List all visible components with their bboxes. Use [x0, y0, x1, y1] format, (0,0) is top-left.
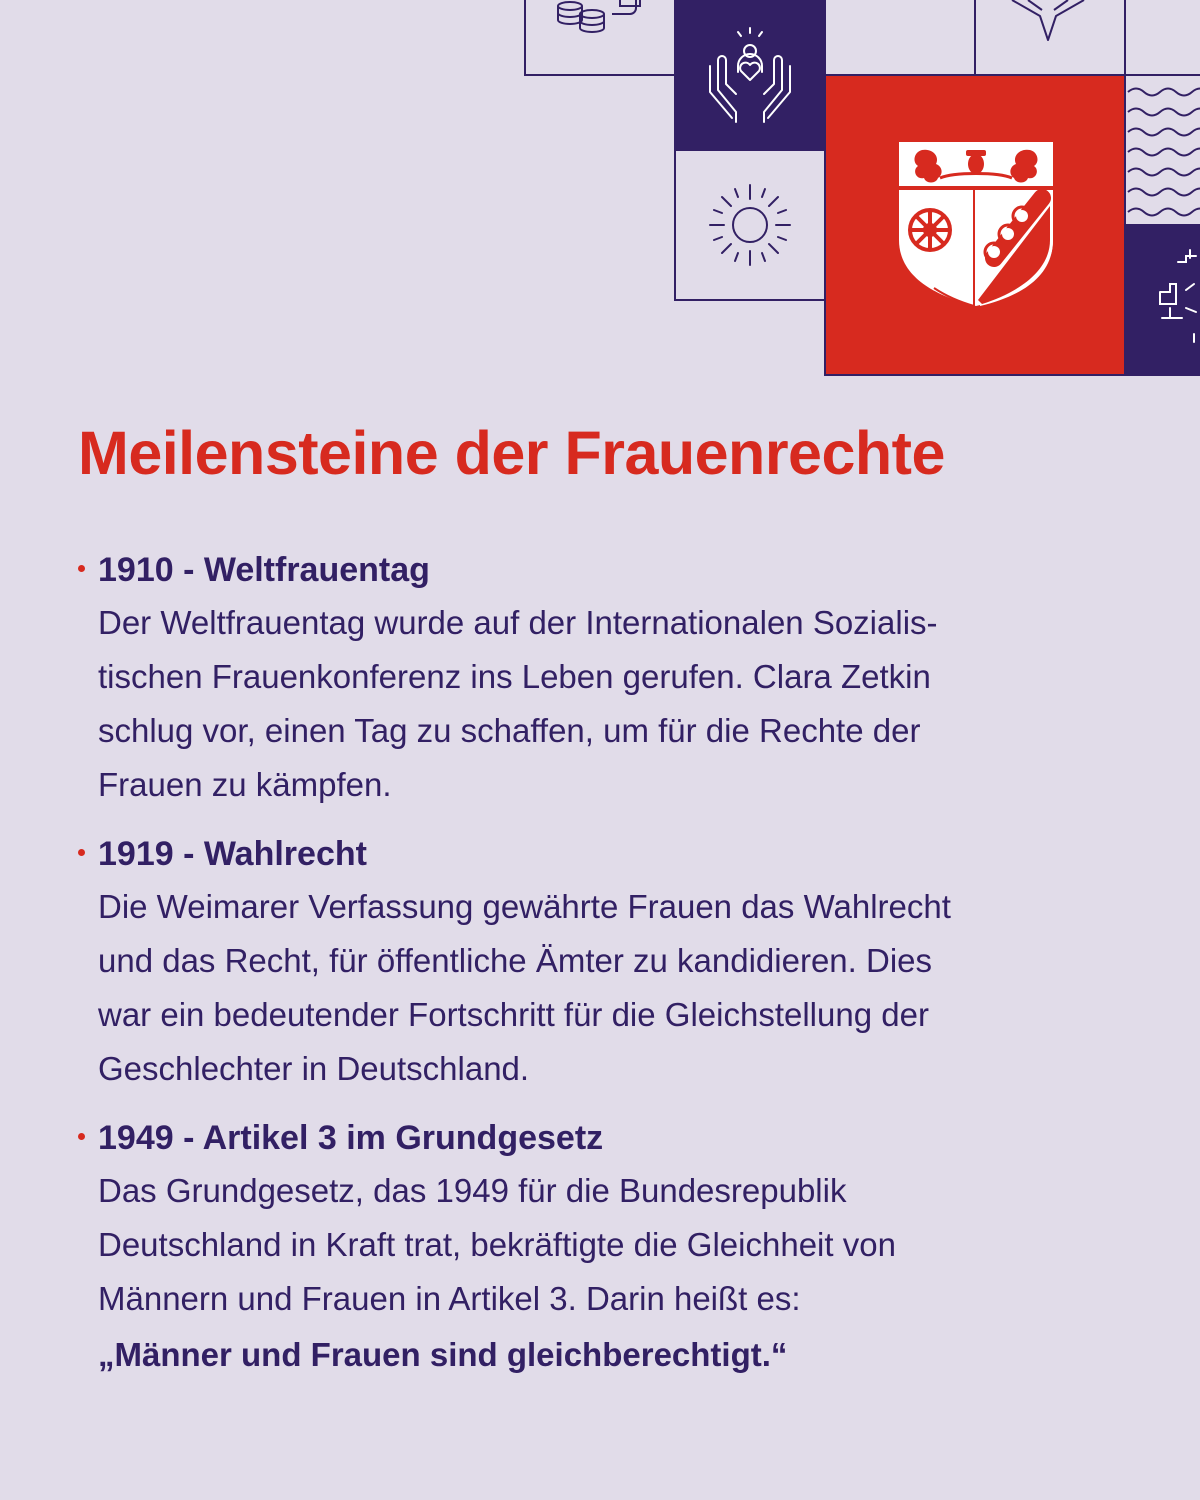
empty-tile: [825, 0, 975, 75]
milestone-text-line: Der Weltfrauentag wurde auf der Internationalen Sozialis-: [98, 604, 938, 641]
milestone-text-line: tischen Frauenkonferenz ins Leben gerufen. Clara Zetkin: [98, 658, 931, 695]
milestone-text-line: und das Recht, für öffentliche Ämter zu kandidieren. Dies: [98, 942, 933, 979]
bullet-icon: [78, 565, 85, 572]
milestone-text-line: Deutschland in Kraft trat, bekräftigte die Gleichheit von: [98, 1226, 896, 1263]
page-title: Meilensteine der Frauenrechte: [78, 419, 945, 487]
waves-icon: [1125, 75, 1200, 225]
milestone-text-line: Geschlechter in Deutschland.: [98, 1050, 530, 1087]
milestone-text-line: Das Grundgesetz, das 1949 für die Bundesrepublik: [98, 1172, 847, 1209]
milestone-heading: 1919 - Wahlrecht: [98, 835, 367, 873]
milestone-text-line: war ein bedeutender Fortschritt für die Gleichstellung der: [98, 996, 929, 1033]
milestone-list: [78, 545, 1138, 1399]
milestone-heading: 1910 - Weltfrauentag: [98, 551, 430, 589]
people-icon: [1125, 225, 1200, 375]
caring-hands-icon: [675, 0, 825, 150]
milestone-item: [78, 829, 1138, 1096]
star-icon: [975, 0, 1125, 75]
milestone-text-line: schlug vor, einen Tag zu schaffen, um für die Rechte der: [98, 712, 921, 749]
sun-icon: [675, 150, 825, 300]
milestone-text-line: Männern und Frauen in Artikel 3. Darin heißt es:: [98, 1280, 801, 1317]
milestone-text: [98, 1164, 1138, 1382]
decorative-tile-grid: [0, 0, 1200, 380]
quote-text: „Männer und Frauen sind gleichberechtigt.“: [98, 1336, 788, 1373]
milestone-item: [78, 1113, 1138, 1382]
coat-of-arms-icon: [825, 75, 1125, 375]
milestone-text: [98, 596, 1138, 812]
coins-icon: [525, 0, 675, 75]
milestone-text-line: Die Weimarer Verfassung gewährte Frauen das Wahlrecht: [98, 888, 951, 925]
milestone-text: [98, 880, 1138, 1096]
milestone-text-line: Frauen zu kämpfen.: [98, 766, 392, 803]
milestone-heading: 1949 - Artikel 3 im Grundgesetz: [98, 1119, 604, 1157]
empty-tile: [1125, 0, 1200, 75]
bullet-icon: [78, 849, 85, 856]
bullet-icon: [78, 1133, 85, 1140]
milestone-item: [78, 545, 1138, 812]
